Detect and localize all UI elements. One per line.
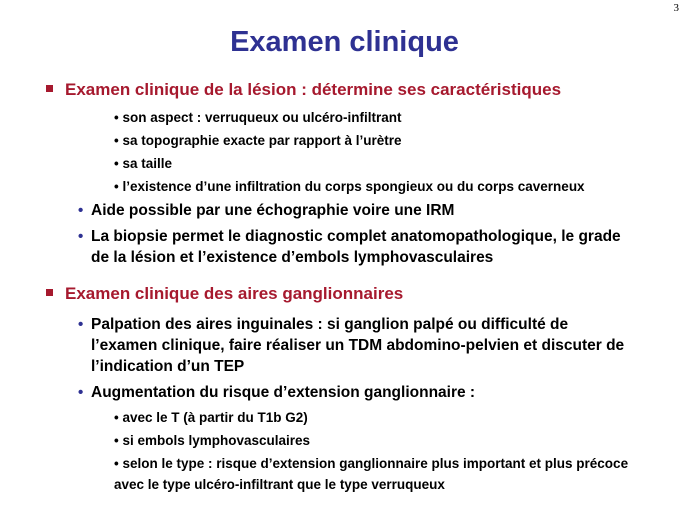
- round-bullet-icon: •: [78, 384, 84, 401]
- section1-point-text: La biopsie permet le diagnostic complet anatomopathologique, le grade de la lésion et l’existence d’embols lymphovasculaires: [91, 228, 621, 266]
- section2-point: [78, 382, 638, 403]
- round-bullet-icon: •: [78, 316, 84, 333]
- round-bullet-icon: •: [78, 228, 84, 245]
- section1-heading: [46, 80, 561, 100]
- square-bullet-icon: [46, 289, 53, 296]
- section2-heading-text: Examen clinique des aires ganglionnaires: [65, 284, 404, 303]
- section1-heading-text: Examen clinique de la lésion : détermine ses caractéristiques: [65, 80, 562, 99]
- section2-heading: [46, 284, 403, 304]
- section1-point-text: Aide possible par une échographie voire une IRM: [91, 202, 455, 219]
- section1-point: [78, 226, 638, 268]
- round-bullet-icon: •: [78, 202, 84, 219]
- section1-subitem: • son aspect : verruqueux ou ulcéro-infiltrant: [114, 110, 402, 125]
- slide-number: 3: [673, 2, 679, 14]
- section2-subitem: • avec le T (à partir du T1b G2): [114, 410, 308, 425]
- section2-point: [78, 314, 638, 377]
- section1-subitem: • sa topographie exacte par rapport à l’urètre: [114, 133, 402, 148]
- section1-subitem: • sa taille: [114, 156, 173, 171]
- section2-subitem: [114, 453, 634, 495]
- section1-point: [78, 200, 638, 221]
- section2-subitem: • si embols lymphovasculaires: [114, 433, 311, 448]
- square-bullet-icon: [46, 85, 53, 92]
- section2-point-text: Palpation des aires inguinales : si ganglion palpé ou difficulté de l’examen clinique, faire réaliser un TDM abdomino-pelvien et discuter de l’indication d’un TEP: [91, 316, 625, 375]
- section2-subitem-text: • selon le type : risque d’extension ganglionnaire plus important et plus précoce avec le type ulcéro-infiltrant que le type verruqueux: [114, 456, 629, 492]
- section2-point-text: Augmentation du risque d’extension ganglionnaire :: [91, 384, 476, 401]
- slide-title: Examen clinique: [230, 26, 459, 58]
- section1-subitem: • l’existence d’une infiltration du corps spongieux ou du corps caverneux: [114, 179, 585, 194]
